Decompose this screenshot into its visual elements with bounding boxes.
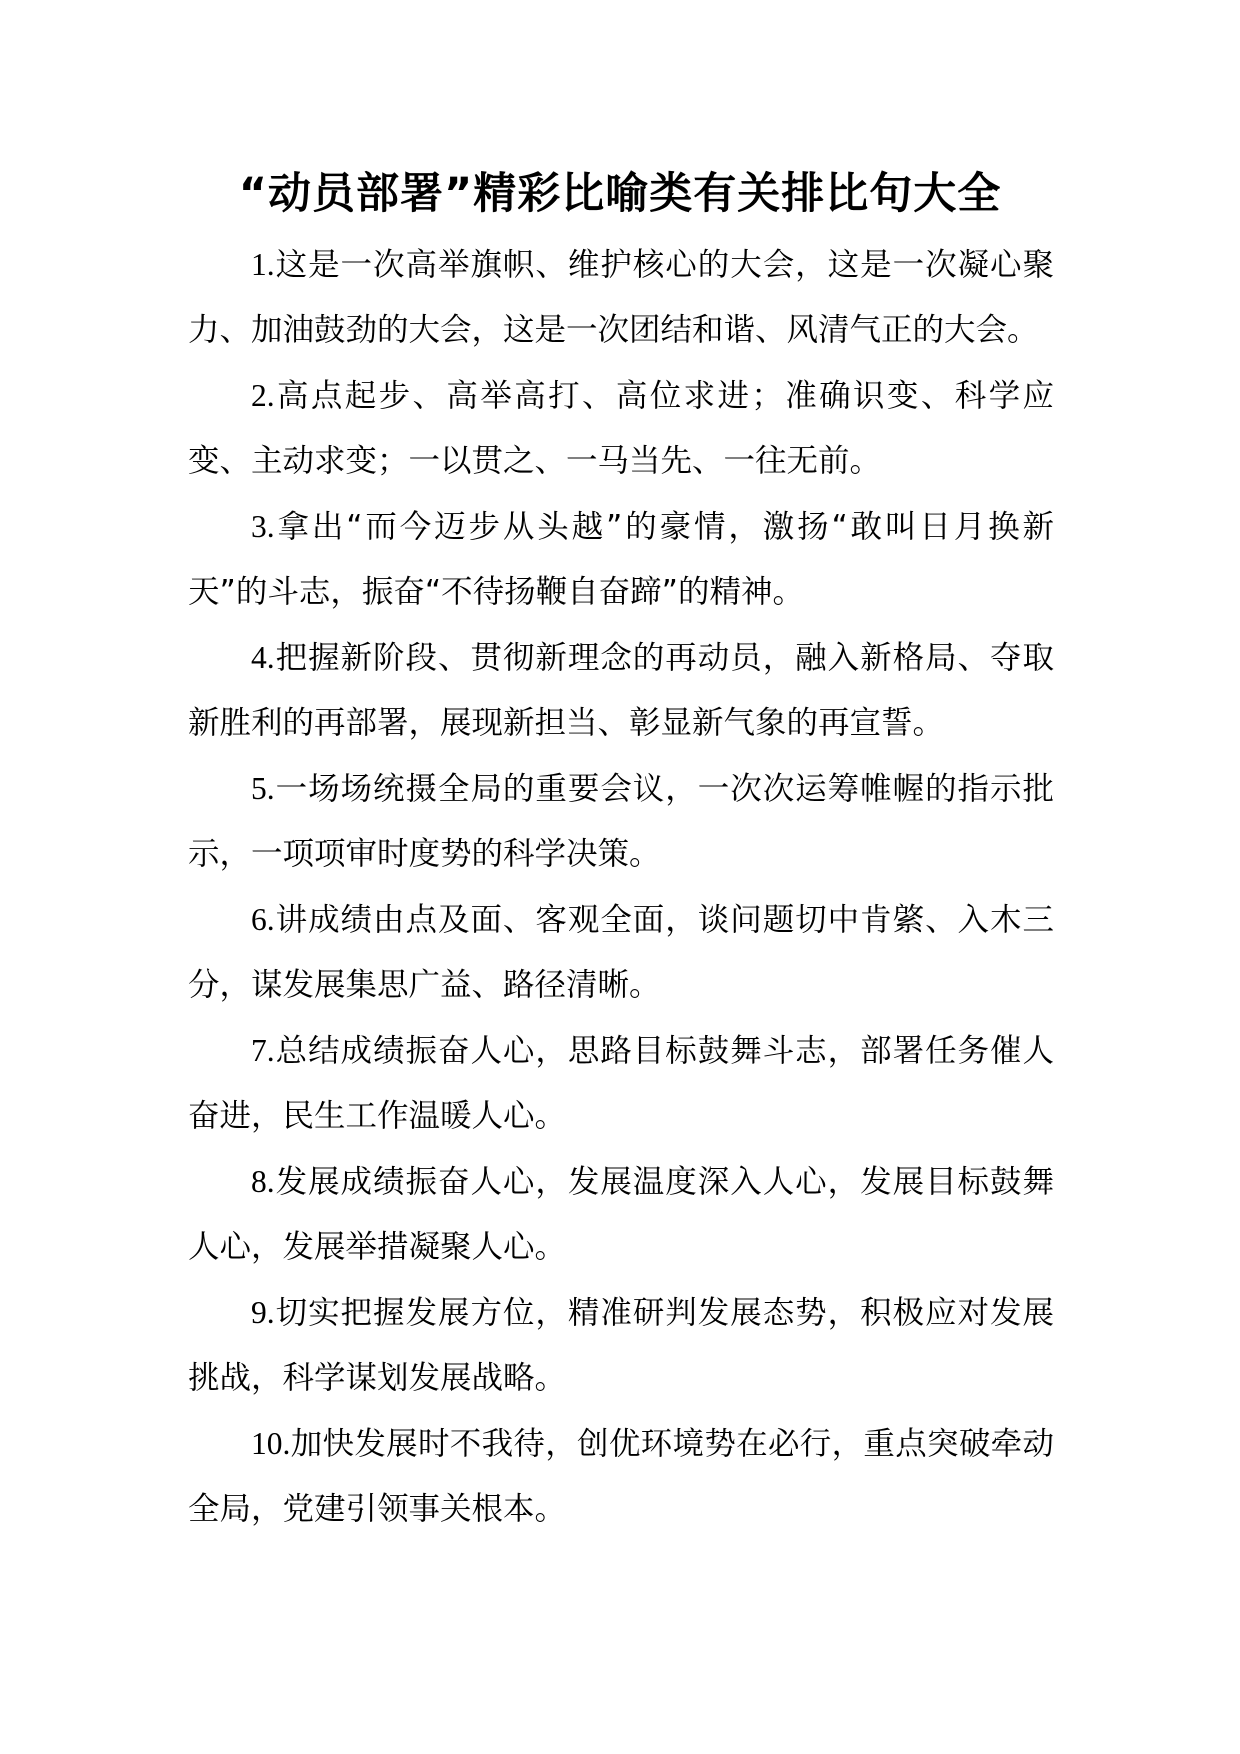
paragraph-text: 这是一次高举旗帜、维护核心的大会，这是一次凝心聚力、加油鼓劲的大会，这是一次团结和谐、风清气正的大会。	[188, 247, 1054, 348]
document-body	[188, 232, 1054, 1542]
paragraph-text: 把握新阶段、贯彻新理念的再动员，融入新格局、夺取新胜利的再部署，展现新担当、彰显新气象的再宣誓。	[188, 640, 1054, 741]
paragraph-number: 2.	[251, 378, 275, 413]
paragraph-4	[188, 625, 1054, 756]
paragraph-7	[188, 1018, 1054, 1149]
paragraph-1	[188, 232, 1054, 363]
paragraph-text: 高点起步、高举高打、高位求进；准确识变、科学应变、主动求变；一以贯之、一马当先、一往无前。	[188, 378, 1054, 479]
paragraph-number: 1.	[251, 247, 275, 282]
paragraph-text: 总结成绩振奋人心，思路目标鼓舞斗志，部署任务催人奋进，民生工作温暖人心。	[188, 1033, 1054, 1134]
paragraph-number: 7.	[251, 1033, 275, 1068]
paragraph-text: 切实把握发展方位，精准研判发展态势，积极应对发展挑战，科学谋划发展战略。	[188, 1295, 1054, 1396]
paragraph-number: 5.	[251, 771, 275, 806]
paragraph-text: 讲成绩由点及面、客观全面，谈问题切中肯綮、入木三分，谋发展集思广益、路径清晰。	[188, 902, 1054, 1003]
paragraph-8	[188, 1149, 1054, 1280]
paragraph-3	[188, 494, 1054, 625]
paragraph-number: 8.	[251, 1164, 275, 1199]
paragraph-text: 拿出“而今迈步从头越”的豪情，激扬“敢叫日月换新天”的斗志，振奋“不待扬鞭自奋蹄”的精神。	[188, 509, 1054, 610]
paragraph-5	[188, 756, 1054, 887]
paragraph-6	[188, 887, 1054, 1018]
paragraph-text: 一场场统摄全局的重要会议，一次次运筹帷幄的指示批示，一项项审时度势的科学决策。	[188, 771, 1054, 872]
paragraph-9	[188, 1280, 1054, 1411]
paragraph-number: 3.	[251, 509, 275, 544]
paragraph-text: 发展成绩振奋人心，发展温度深入人心，发展目标鼓舞人心，发展举措凝聚人心。	[188, 1164, 1054, 1265]
paragraph-text: 加快发展时不我待，创优环境势在必行，重点突破牵动全局，党建引领事关根本。	[188, 1426, 1054, 1527]
paragraph-2	[188, 363, 1054, 494]
paragraph-number: 10.	[251, 1426, 291, 1461]
document-title: “动员部署”精彩比喻类有关排比句大全	[238, 169, 1002, 219]
paragraph-10	[188, 1411, 1054, 1542]
paragraph-number: 4.	[251, 640, 275, 675]
paragraph-number: 9.	[251, 1295, 275, 1330]
paragraph-number: 6.	[251, 902, 275, 937]
